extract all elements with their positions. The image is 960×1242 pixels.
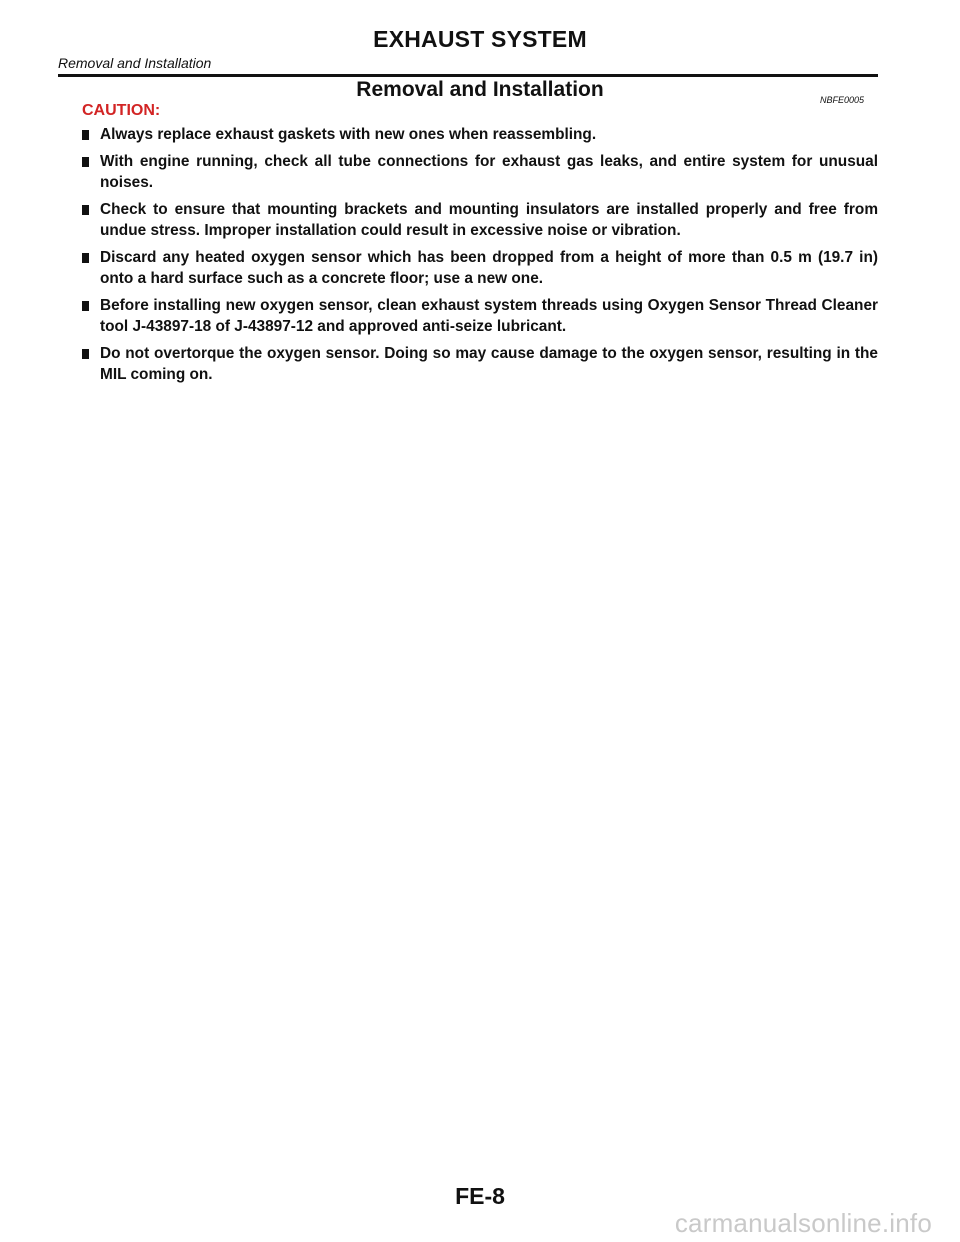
caution-item	[82, 151, 878, 193]
page-header-subtitle: Removal and Installation	[58, 55, 212, 71]
bullet-icon	[82, 205, 89, 215]
bullet-icon	[82, 130, 89, 140]
caution-item-text: Before installing new oxygen sensor, clean exhaust system threads using Oxygen Sensor Thread Cleaner tool J-43897-18 of J-43897-12 and approved anti-seize lubricant.	[100, 297, 878, 335]
header-divider	[58, 74, 878, 77]
caution-list	[82, 124, 878, 391]
caution-item-text: With engine running, check all tube connections for exhaust gas leaks, and entire system for unusual noises.	[100, 153, 878, 191]
caution-item-text: Check to ensure that mounting brackets and mounting insulators are installed properly and free from undue stress. Improper installation could result in excessive noise or vibration.	[100, 201, 878, 239]
caution-item	[82, 124, 878, 145]
caution-item-text: Always replace exhaust gaskets with new ones when reassembling.	[100, 126, 597, 143]
section-title: Removal and Installation	[356, 78, 604, 101]
bullet-icon	[82, 349, 89, 359]
page-number: FE-8	[455, 1183, 505, 1209]
bullet-icon	[82, 253, 89, 263]
caution-item-text: Do not overtorque the oxygen sensor. Doing so may cause damage to the oxygen sensor, resulting in the MIL coming on.	[100, 345, 878, 383]
caution-item-text: Discard any heated oxygen sensor which has been dropped from a height of more than 0.5 m (19.7 in) onto a hard surface such as a concrete floor; use a new one.	[100, 249, 878, 287]
watermark: carmanualsonline.info	[674, 1208, 932, 1238]
section-code: NBFE0005	[820, 95, 865, 105]
caution-item	[82, 295, 878, 337]
caution-label: CAUTION:	[82, 102, 161, 119]
caution-item	[82, 247, 878, 289]
caution-item	[82, 199, 878, 241]
bullet-icon	[82, 301, 89, 311]
page-header-title: EXHAUST SYSTEM	[373, 26, 587, 52]
bullet-icon	[82, 157, 89, 167]
caution-item	[82, 343, 878, 385]
